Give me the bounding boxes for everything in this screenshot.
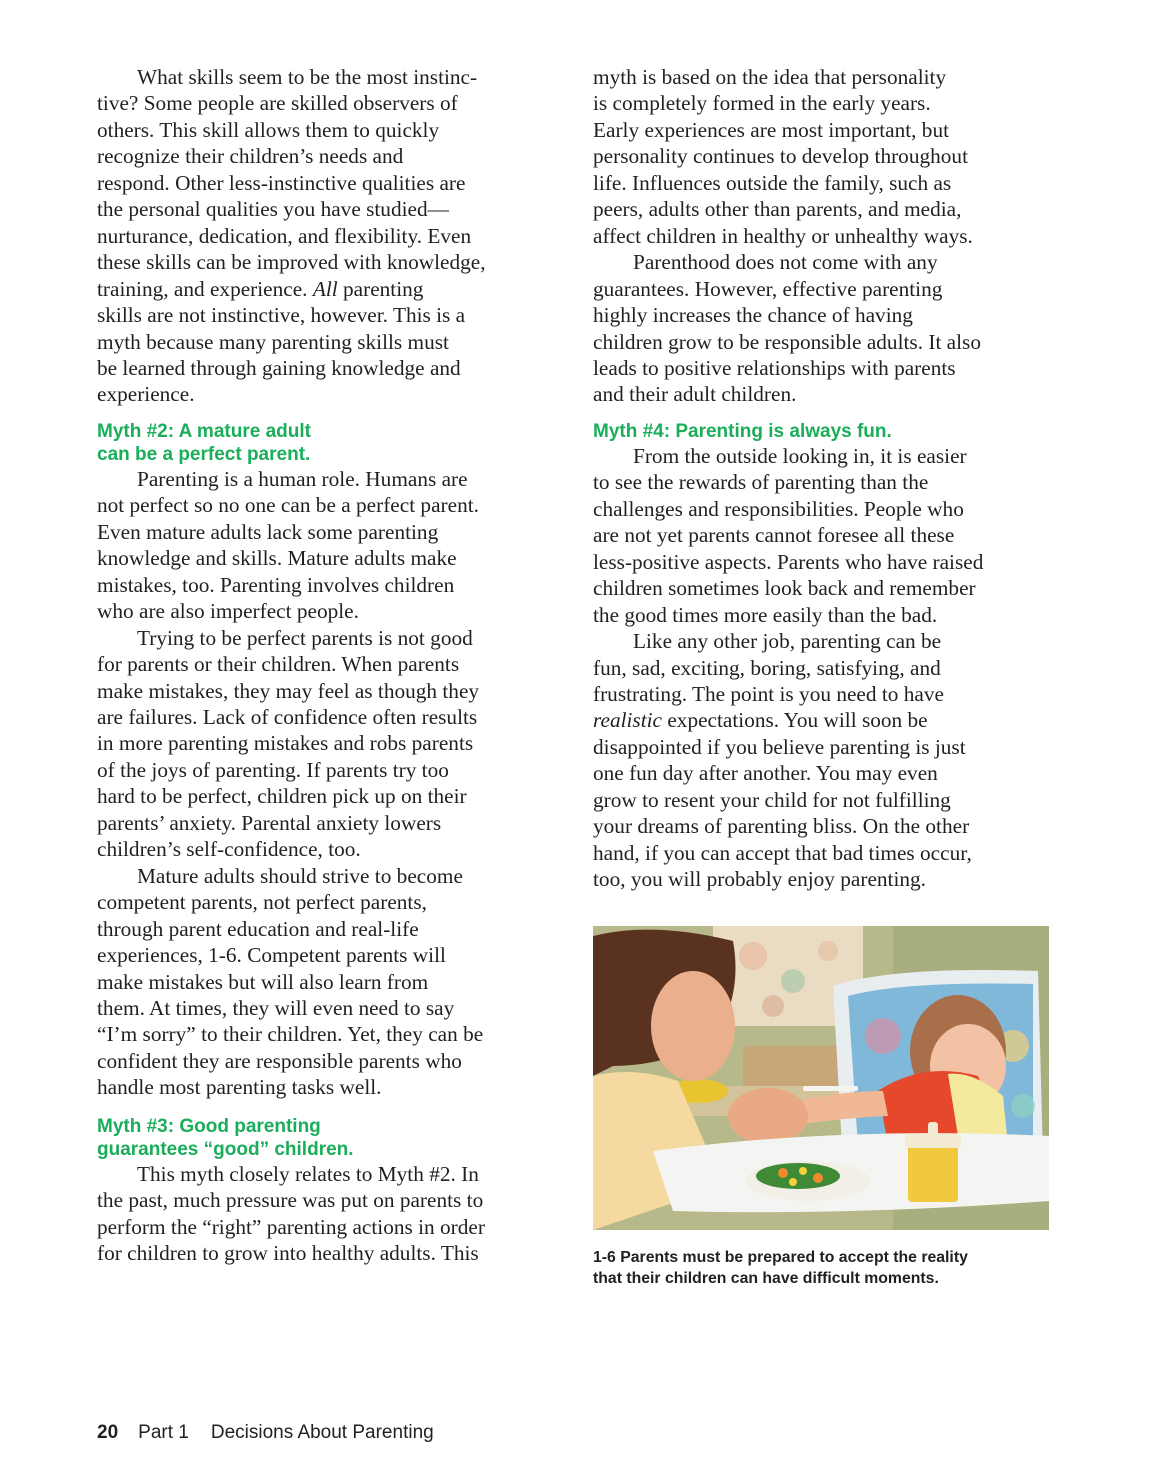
paragraph-outside-looking-in [593, 443, 1055, 628]
heading-line: Myth #3: Good parenting [97, 1115, 321, 1137]
text-line: one fun day after another. You may even [593, 761, 938, 786]
text-line: myth is based on the idea that personality [593, 65, 947, 89]
part-label: Part 1 [138, 1422, 189, 1443]
heading-myth-3 [97, 1115, 559, 1161]
text-line: skills are not instinctive, however. This is a [97, 303, 466, 328]
emphasis-all: All [312, 276, 338, 301]
text-line: guarantees. However, effective parenting [593, 276, 943, 301]
caption-line: that their children can have difficult moments. [593, 1270, 939, 1287]
spacer [97, 1101, 559, 1115]
heading-line: Myth #2: A mature adult [97, 420, 311, 442]
text-line: affect children in healthy or unhealthy ways. [593, 223, 973, 248]
text-line: challenges and responsibilities. People who [593, 496, 964, 521]
text-line: for parents or their children. When parents [97, 652, 460, 677]
text-line: Mature adults should strive to become [137, 863, 463, 888]
photo-illustration [593, 926, 1049, 1230]
text-line: This myth closely relates to Myth #2. In [137, 1161, 479, 1186]
text-line: “I’m sorry” to their children. Yet, they can be [97, 1022, 484, 1047]
text-line: competent parents, not perfect parents, [97, 890, 427, 915]
text-fragment: expectations. You will soon be [662, 708, 928, 733]
text-line: frustrating. The point is you need to have [593, 681, 944, 706]
text-line: myth because many parenting skills must [97, 329, 449, 354]
heading-myth-4 [593, 420, 1055, 443]
caption-line: 1-6 Parents must be prepared to accept the reality [593, 1249, 968, 1266]
text-line: children sometimes look back and remember [593, 576, 976, 601]
text-line: From the outside looking in, it is easier [633, 443, 967, 468]
running-title: Decisions About Parenting [210, 1422, 434, 1443]
text-line: the good times more easily than the bad. [593, 602, 938, 627]
text-line: What skills seem to be the most instinc- [137, 65, 478, 89]
text-line: Parenting is a human role. Humans are [137, 466, 468, 491]
paragraph-human-role [97, 466, 559, 625]
left-column [97, 64, 559, 1267]
text-line: not perfect so no one can be a perfect parent. [97, 493, 479, 518]
text-line: hard to be perfect, children pick up on their [97, 784, 467, 809]
text-line: to see the rewards of parenting than the [593, 470, 929, 495]
text-line: too, you will probably enjoy parenting. [593, 867, 927, 892]
paragraph-any-other-job [593, 628, 1055, 893]
paragraph-trying-perfect [97, 625, 559, 863]
paragraph-instinctive-skills [97, 64, 559, 408]
text-line: knowledge and skills. Mature adults make [97, 546, 457, 571]
text-line [593, 707, 1055, 733]
text-line: highly increases the chance of having [593, 303, 913, 328]
text-line: is completely formed in the early years. [593, 91, 931, 116]
text-line: peers, adults other than parents, and media, [593, 197, 962, 222]
text-line: and their adult children. [593, 382, 797, 407]
text-line: are failures. Lack of confidence often results [97, 704, 478, 729]
text-line: the personal qualities you have studied— [97, 197, 449, 222]
text-line: confident they are responsible parents who [97, 1048, 462, 1073]
text-line: less-positive aspects. Parents who have raised [593, 549, 984, 574]
text-line: are not yet parents cannot foresee all these [593, 523, 955, 548]
text-line: who are also imperfect people. [97, 599, 359, 624]
heading-line: can be a perfect parent. [97, 443, 311, 465]
text-line: mistakes, too. Parenting involves children [97, 572, 455, 597]
emphasis-realistic: realistic [593, 708, 663, 733]
text-line: recognize their children’s needs and [97, 144, 404, 169]
text-line: Even mature adults lack some parenting [97, 519, 439, 544]
paragraph-competent-parents [97, 863, 559, 1101]
text-line: make mistakes, they may feel as though they [97, 678, 480, 703]
figure-photo-mother-feeding-toddler [593, 926, 1049, 1230]
text-line: experience. [97, 382, 195, 407]
text-line: children’s self-confidence, too. [97, 837, 361, 862]
text-line: fun, sad, exciting, boring, satisfying, and [593, 655, 941, 680]
spacer [97, 408, 559, 420]
heading-line: Myth #4: Parenting is always fun. [593, 420, 892, 442]
text-line: these skills can be improved with knowledge, [97, 250, 486, 275]
figure-caption [593, 1247, 1063, 1289]
text-line: leads to positive relationships with parents [593, 355, 956, 380]
text-line: be learned through gaining knowledge and [97, 355, 461, 380]
text-line: through parent education and real-life [97, 916, 419, 941]
text-fragment: training, and experience. [97, 276, 313, 301]
paragraph-myth3-intro [97, 1161, 559, 1267]
page-number: 20 [97, 1422, 119, 1443]
text-line: make mistakes but will also learn from [97, 969, 429, 994]
text-line: in more parenting mistakes and robs parents [97, 731, 474, 756]
spacer [593, 408, 1055, 420]
text-line: others. This skill allows them to quickly [97, 117, 440, 142]
paragraph-myth3-continued [593, 64, 1055, 249]
text-line: personality continues to develop throughout [593, 144, 968, 169]
page-footer [97, 1421, 434, 1445]
heading-line: guarantees “good” children. [97, 1138, 354, 1160]
text-line: the past, much pressure was put on parents to [97, 1188, 484, 1213]
right-column [593, 64, 1055, 893]
text-line: them. At times, they will even need to say [97, 995, 455, 1020]
paragraph-parenthood-guarantees [593, 249, 1055, 408]
text-line: life. Influences outside the family, such as [593, 170, 952, 195]
heading-myth-2 [97, 420, 559, 466]
text-line: of the joys of parenting. If parents try too [97, 757, 449, 782]
text-line: perform the “right” parenting actions in order [97, 1214, 485, 1239]
text-line: Parenthood does not come with any [633, 250, 938, 275]
text-line: hand, if you can accept that bad times occur, [593, 840, 972, 865]
text-line: Early experiences are most important, but [593, 117, 950, 142]
text-line: Like any other job, parenting can be [633, 629, 942, 654]
text-line: children grow to be responsible adults. It also [593, 329, 981, 354]
text-line: for children to grow into healthy adults. This [97, 1241, 479, 1266]
text-line: nurturance, dedication, and flexibility. Even [97, 223, 472, 248]
text-line [97, 276, 559, 302]
text-line: Trying to be perfect parents is not good [137, 625, 473, 650]
text-line: disappointed if you believe parenting is just [593, 734, 966, 759]
text-line: handle most parenting tasks well. [97, 1075, 382, 1100]
text-line: experiences, 1-6. Competent parents will [97, 943, 446, 968]
text-line: respond. Other less-instinctive qualities are [97, 170, 466, 195]
text-line: grow to resent your child for not fulfilling [593, 787, 951, 812]
text-fragment: parenting [337, 276, 424, 301]
text-line: parents’ anxiety. Parental anxiety lowers [97, 810, 442, 835]
text-line: your dreams of parenting bliss. On the other [593, 814, 970, 839]
text-line: tive? Some people are skilled observers of [97, 91, 458, 116]
